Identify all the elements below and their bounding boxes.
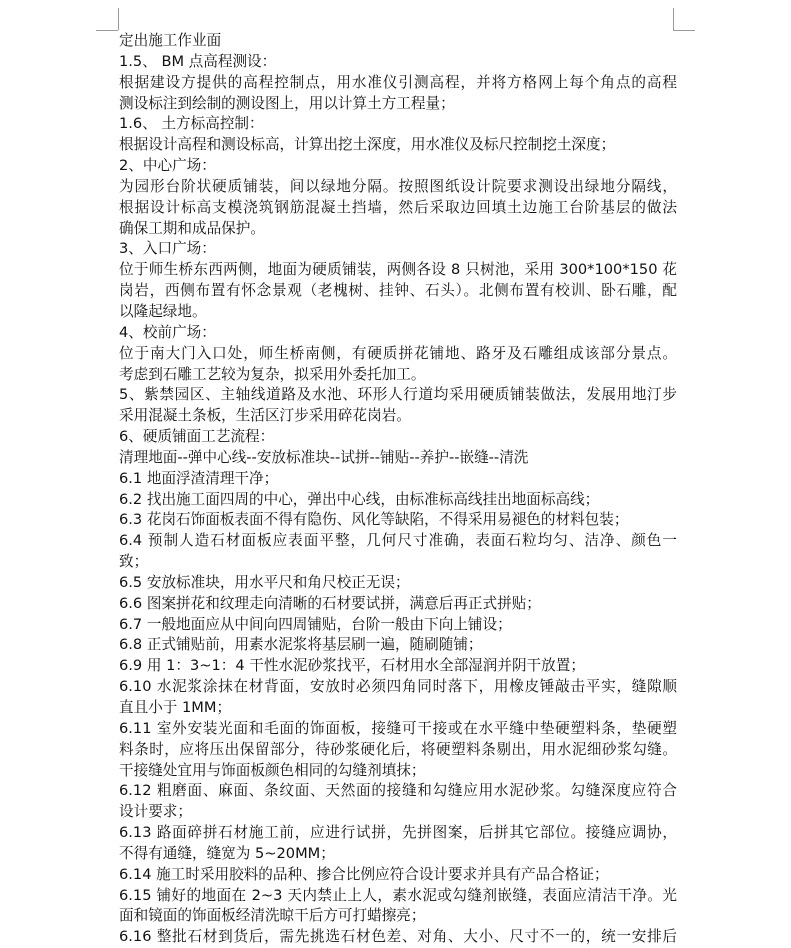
section-heading: 1.6、 土方标高控制： xyxy=(119,115,264,133)
section-heading: 3、入口广场： xyxy=(119,240,216,258)
list-item: 6.13 路面碎拼石材施工前，应进行试拼，先拼图案，后拼其它部位。接缝应调协， xyxy=(119,824,677,842)
crop-mark-top-right xyxy=(673,8,674,30)
text-line: 根据设计标高支模浇筑钢筋混凝土挡墙，然后采取边回填土边施工台阶基层的做法 xyxy=(119,198,677,216)
text-line: 岗岩，西侧布置有怀念景观（老槐树、挂钟、石头）。北侧布置有校训、卧石雕，配 xyxy=(119,282,677,300)
list-item-continuation: 致； xyxy=(119,553,149,571)
list-item: 6.14 施工时采用胶料的品种、掺合比例应符合设计要求并具有产品合格证； xyxy=(119,865,609,883)
text-line: 以隆起绿地。 xyxy=(119,302,207,320)
list-item: 6.5 安放标准块，用水平尺和角尺校正无误； xyxy=(119,573,410,591)
list-item: 6.11 室外安装光面和毛面的饰面板，接缝可干接或在水平缝中垫硬塑料条，垫硬塑 xyxy=(119,719,677,737)
text-line: 考虑到石雕工艺较为复杂，拟采用外委托加工。 xyxy=(119,365,426,383)
list-item: 6.4 预制人造石材面板应表面平整，几何尺寸准确，表面石粒均匀、洁净、颜色一 xyxy=(119,532,677,550)
list-item: 6.12 粗磨面、麻面、条纹面、天然面的接缝和勾缝应用水泥砂浆。勾缝深度应符合 xyxy=(119,782,677,800)
section-heading: 6、硬质铺面工艺流程： xyxy=(119,428,275,446)
list-item: 6.10 水泥浆涂抹在材背面，安放时必须四角同时落下，用橡皮锤敲击平实，缝隙顺 xyxy=(119,678,677,696)
list-item-continuation: 直且小于 1MM； xyxy=(119,699,232,716)
text-line: 根据设计高程和测设标高，计算出挖土深度，用水准仪及标尺控制挖土深度； xyxy=(119,136,616,154)
list-item-continuation: 面和镜面的饰面板经清洗晾干后方可打蜡擦亮； xyxy=(119,907,426,925)
text-line: 测设标注到绘制的测设图上，用以计算土方工程量； xyxy=(119,94,455,112)
text-line: 位于南大门入口处，师生桥南侧，有硬质拼花铺地、路牙及石雕组成该部分景点。 xyxy=(119,344,677,362)
text-line: 根据建设方提供的高程控制点，用水准仪引测高程，并将方格网上每个角点的高程 xyxy=(119,73,677,91)
list-item: 6.9 用 1：3~1：4 干性水泥砂浆找平，石材用水全部湿润并阴干放置； xyxy=(119,657,585,675)
list-item-continuation: 干接缝处宜用与饰面板颜色相同的勾缝剂填抹； xyxy=(119,761,426,779)
text-line: 清理地面--弹中心线--安放标准块--试拼--铺贴--养护--嵌缝--清洗 xyxy=(119,448,529,466)
list-item: 6.1 地面浮渣清理干净； xyxy=(119,469,279,487)
list-item: 6.3 花岗石饰面板表面不得有隐伤、风化等缺陷，不得采用易褪色的材料包装； xyxy=(119,511,629,529)
section-heading: 1.5、 BM 点高程测设： xyxy=(119,52,277,70)
list-item: 6.7 一般地面应从中间向四周铺贴，台阶一般由下向上铺设； xyxy=(119,615,512,633)
section-heading: 4、校前广场： xyxy=(119,323,216,341)
text-line: 5、紫禁园区、主轴线道路及水池、环形人行道均采用硬质铺装做法，发展用地汀步 xyxy=(119,386,677,404)
list-item: 6.15 铺好的地面在 2~3 天内禁止上人，素水泥或勾缝剂嵌缝，表面应清洁干净。光 xyxy=(119,886,677,904)
text-line: 定出施工作业面 xyxy=(119,32,222,49)
list-item: 6.2 找出施工面四周的中心，弹出中心线，由标准标高线挂出地面标高线； xyxy=(119,490,600,508)
text-line: 确保工期和成品保护。 xyxy=(119,219,265,237)
crop-mark-top-left xyxy=(118,8,119,30)
document-body xyxy=(119,31,677,948)
list-item: 6.8 正式铺贴前，用素水泥浆将基层刷一遍，随刷随铺； xyxy=(119,636,483,654)
list-item-continuation: 设计要求； xyxy=(119,803,192,821)
text-line: 为园形台阶状硬质铺装，间以绿地分隔。按照图纸设计院要求测设出绿地分隔线， xyxy=(119,177,677,195)
section-heading: 2、中心广场： xyxy=(119,157,216,175)
list-item-continuation: 料条时，应将压出保留部分，待砂浆硬化后，将硬塑料条剔出，用水泥细砂浆勾缝。 xyxy=(119,740,677,758)
list-item-continuation: 不得有通缝，缝宽为 5~20MM； xyxy=(119,844,335,862)
text-line: 采用混凝土条板，生活区汀步采用碎花岗岩。 xyxy=(119,407,411,425)
list-item: 6.16 整批石材到货后，需先挑选石材色差、对角、大小、尺寸不一的，统一安排后 xyxy=(119,928,677,946)
list-item: 6.6 图案拼花和纹理走向清晰的石材要试拼，满意后再正式拼贴； xyxy=(119,594,541,612)
crop-mark-top-left xyxy=(96,30,118,31)
text-line: 位于师生桥东西两侧，地面为硬质铺装，两侧各设 8 只树池，采用 300*100*150 花 xyxy=(119,261,677,279)
